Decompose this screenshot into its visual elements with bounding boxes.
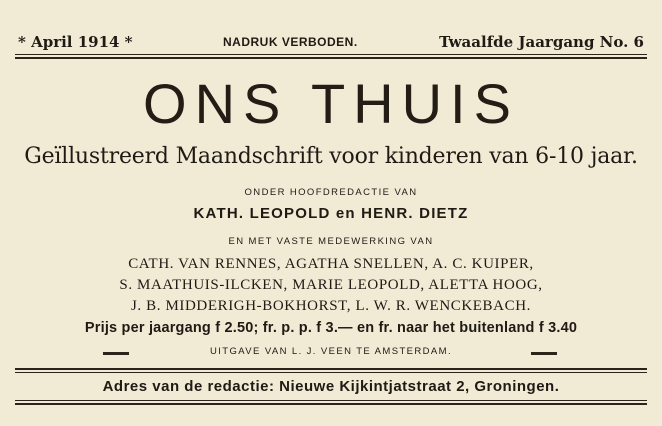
top-row [0,33,662,53]
bottom-rule-thick [15,403,647,405]
bottom-rule-thin [15,400,647,401]
contributors-intro: EN MET VASTE MEDEWERKING VAN [228,236,434,247]
contributors-line: S. MAATHUIS-ILCKEN, MARIE LEOPOLD, ALETTA HOOG, [119,277,543,293]
top-rule-thin [15,54,647,55]
editorial-address: Adres van de redactie: Nieuwe Kijkintjatstraat 2, Groningen. [102,378,560,395]
editors-intro: ONDER HOOFDREDACTIE VAN [244,187,418,198]
issue-date: * April 1914 * [18,33,133,51]
editors-names: KATH. LEOPOLD en HENR. DIETZ [193,205,469,222]
bottom-rule-top-thin [15,372,647,373]
top-rule-thick [15,57,647,59]
reprint-notice: NADRUK VERBODEN. [223,35,358,49]
volume-number: Twaalfde Jaargang No. 6 [439,33,644,51]
contributors-line: CATH. VAN RENNES, AGATHA SNELLEN, A. C. KUIPER, [128,256,534,272]
publisher-line: UITGAVE VAN L. J. VEEN TE AMSTERDAM. [209,346,453,357]
subscription-price: Prijs per jaargang f 2.50; fr. p. p. f 3.— en fr. naar het buitenland f 3.40 [84,320,578,336]
right-dash [531,352,557,355]
bottom-rule-top-thick [15,368,647,370]
magazine-title: ONS THUIS [143,72,519,135]
contributors-line: J. B. MIDDERIGH-BOKHORST, L. W. R. WENCKEBACH. [131,298,531,314]
magazine-subtitle: Geïllustreerd Maandschrift voor kinderen van 6-10 jaar. [24,144,638,169]
